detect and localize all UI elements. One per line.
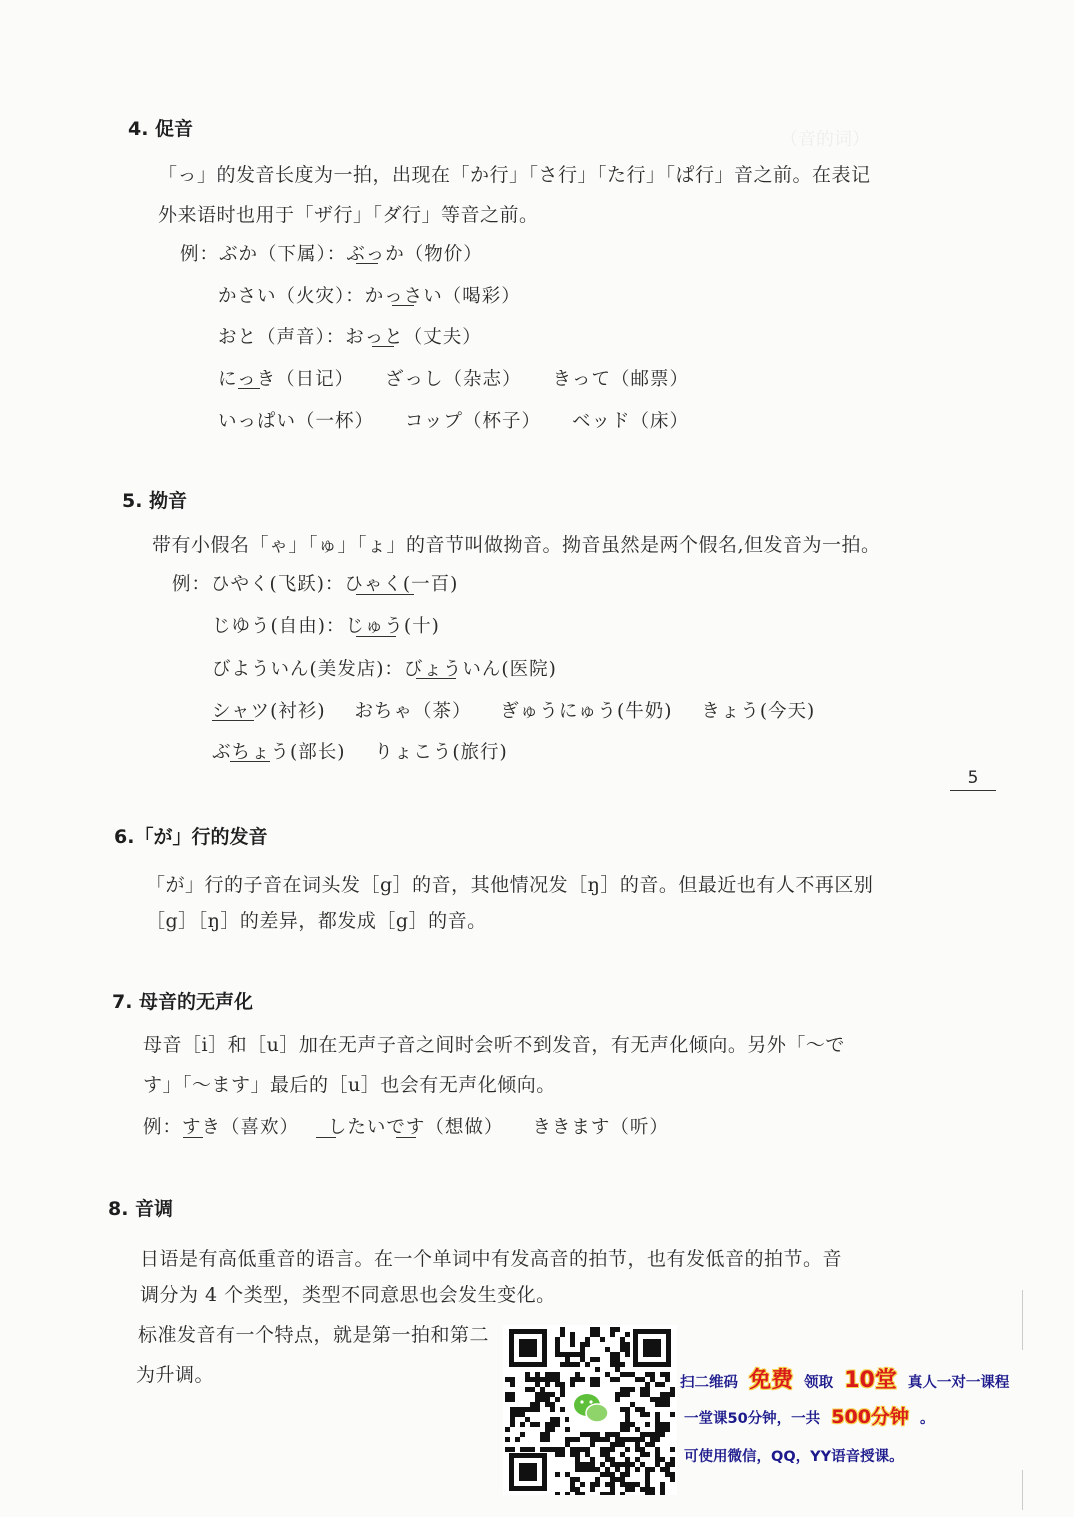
underline-mark [396, 1137, 416, 1138]
ad-text: 领取 [804, 1375, 834, 1391]
ad-highlight-total: 500分钟 [831, 1406, 909, 1428]
example-line [218, 282, 535, 308]
example-item: シャツ(衬衫) [212, 701, 326, 722]
example-item: 例：ぶか（下属）：ぶっか（物价） [180, 244, 483, 265]
underline-mark [372, 346, 394, 347]
section-heading: 5. 拗音 [122, 490, 188, 512]
underline-mark [316, 1137, 336, 1138]
example-item: 例：ひやく(飞跃)：ひゃく(一百) [172, 574, 459, 595]
example-item: きって（邮票） [552, 369, 689, 390]
ad-line-1 [680, 1363, 1009, 1394]
example-item: じゆう(自由)：じゅう(十) [212, 616, 440, 637]
example-line [212, 697, 829, 723]
paragraph-line: す」「～ます」最后的［u］也会有无声化倾向。 [143, 1074, 556, 1096]
underline-mark [356, 594, 414, 595]
example-line [218, 365, 703, 391]
paragraph-line: 调分为 4 个类型，类型不同意思也会发生变化。 [140, 1284, 556, 1306]
ad-text: 。 [919, 1411, 935, 1427]
ad-line-2 [684, 1402, 934, 1429]
example-item: りょこう(旅行) [374, 742, 508, 763]
ad-highlight-count: 10堂 [844, 1368, 897, 1393]
example-item: おと（声音）：おっと（丈夫） [218, 327, 482, 348]
example-item: ぎゅうにゅう(牛奶) [500, 701, 673, 722]
example-line [172, 570, 472, 596]
example-item: ざっし（杂志） [385, 369, 522, 390]
example-item: したいです（想做） [327, 1117, 504, 1138]
example-item: ベッド（床） [571, 411, 689, 432]
show-through: （音的词） [780, 129, 870, 150]
paragraph-line: 带有小假名「ゃ」「ゅ」「ょ」的音节叫做拗音。拗音虽然是两个假名,但发音为一拍。 [152, 534, 881, 556]
example-line [212, 655, 571, 681]
paragraph-line: 母音［i］和［u］加在无声子音之间时会听不到发音，有无声化倾向。另外「～で [143, 1034, 845, 1056]
paragraph-line: 日语是有高低重音的语言。在一个单词中有发高音的拍节，也有发低音的拍节。音 [140, 1248, 843, 1270]
paragraph-line: ［g］［ŋ］的差异，都发成［g］的音。 [146, 910, 487, 932]
section-heading: 4. 促音 [128, 118, 194, 140]
underline-mark [392, 305, 414, 306]
example-item: びよういん(美发店)：びょういん(医院) [212, 659, 557, 680]
example-line [180, 240, 497, 266]
paragraph-line: 为升调。 [136, 1364, 215, 1386]
example-line [143, 1113, 683, 1139]
ad-text: 真人一对一课程 [907, 1375, 1010, 1391]
section-heading: 6.「が」行的发音 [114, 826, 268, 848]
section-heading: 7. 母音的无声化 [112, 991, 254, 1013]
underline-mark [212, 720, 254, 721]
example-item: ぶちょう(部长) [212, 742, 346, 763]
scan-edge [1022, 1470, 1023, 1510]
ad-text: 扫二维码 [680, 1375, 738, 1391]
paragraph-line: 「っ」的发音长度为一拍，出现在「か行」「さ行」「た行」「ぱ行」音之前。在表记 [158, 164, 871, 186]
paragraph-line: 外来语时也用于「ザ行」「ダ行」等音之前。 [158, 204, 539, 226]
ad-text: 一堂课50分钟，一共 [684, 1411, 821, 1427]
example-item: いっぱい（一杯） [218, 411, 375, 432]
underline-mark [238, 388, 260, 389]
example-line [218, 323, 496, 349]
example-item: 例：すき（喜欢） [143, 1117, 300, 1138]
example-item: コップ（杯子） [404, 411, 542, 432]
example-line [218, 407, 703, 433]
example-item: きょう(今天) [701, 701, 816, 722]
qr-code[interactable] [503, 1325, 677, 1495]
wechat-icon [569, 1387, 611, 1429]
underline-mark [183, 1137, 203, 1138]
qr-code-graphic [503, 1325, 677, 1495]
underline-mark [356, 263, 378, 264]
ad-highlight-free: 免费 [749, 1368, 794, 1393]
paragraph-line: 「が」行的子音在词头发［g］的音，其他情况发［ŋ］的音。但最近也有人不再区别 [146, 874, 874, 896]
scan-edge [1022, 1290, 1023, 1350]
example-line [212, 612, 454, 638]
section-heading: 8. 音调 [108, 1198, 174, 1220]
example-item: にっき（日记） [218, 369, 355, 390]
paragraph-line: 标准发音有一个特点，就是第一拍和第二 [138, 1324, 490, 1346]
underline-mark [356, 636, 396, 637]
ad-line-3: 可使用微信，QQ，YY语音授课。 [684, 1449, 904, 1465]
page-number: 5 [950, 768, 996, 791]
example-item: ききます（听） [532, 1117, 669, 1138]
example-item: かさい（火灾）：かっさい（喝彩） [218, 286, 521, 307]
example-item: おちゃ（茶） [354, 701, 472, 722]
underline-mark [230, 761, 270, 762]
underline-mark [416, 678, 456, 679]
